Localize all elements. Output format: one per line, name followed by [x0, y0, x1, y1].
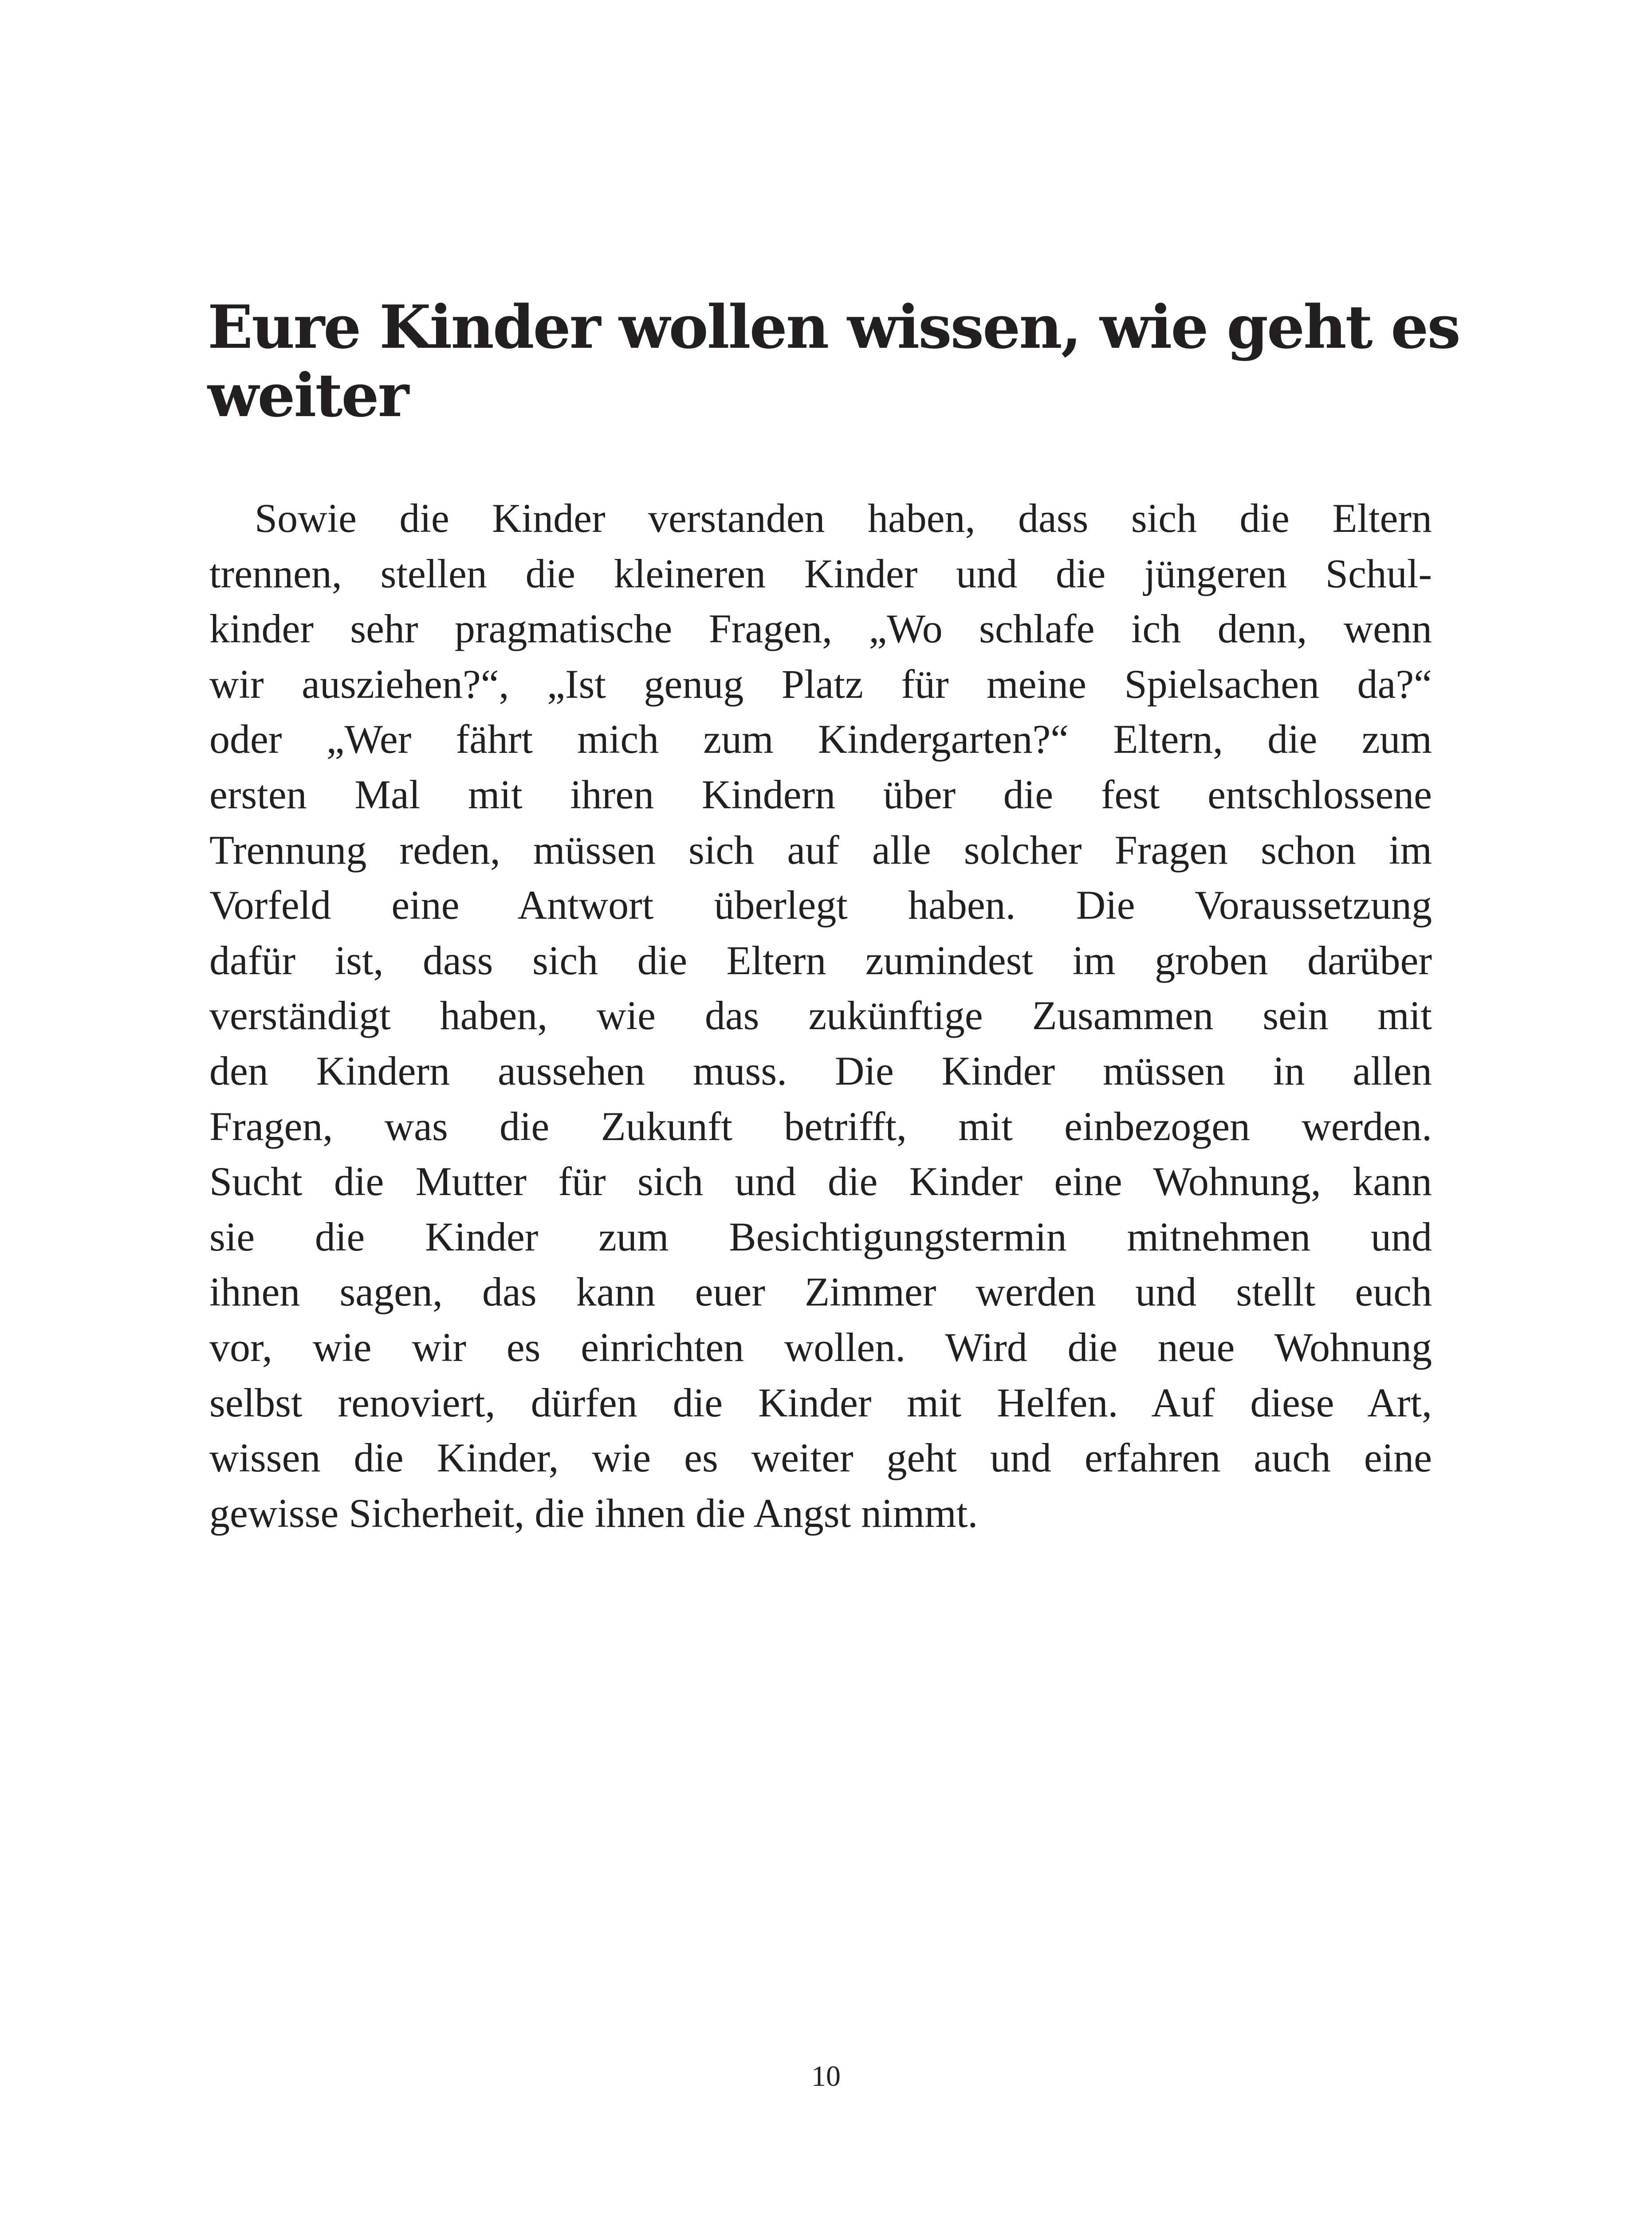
paragraph-line: oder „Wer fährt mich zum Kindergarten?“ Eltern, die zum — [209, 716, 1432, 762]
paragraph-line: ihnen sagen, das kann euer Zimmer werden und stellt euch — [209, 1269, 1432, 1315]
paragraph-line: ersten Mal mit ihren Kindern über die fest entschlossene — [209, 771, 1432, 817]
paragraph-line: verständigt haben, wie das zukünftige Zusammen sein mit — [209, 993, 1432, 1038]
paragraph-line: vor, wie wir es einrichten wollen. Wird die neue Wohnung — [209, 1324, 1432, 1370]
paragraph-line: wir ausziehen?“, „Ist genug Platz für meine Spielsachen da?“ — [209, 661, 1432, 707]
paragraph-line: wissen die Kinder, wie es weiter geht und erfahren auch eine — [209, 1435, 1432, 1481]
paragraph-line: Fragen, was die Zukunft betrifft, mit einbezogen werden. — [209, 1103, 1432, 1149]
paragraph-line: gewisse Sicherheit, die ihnen die Angst nimmt. — [209, 1490, 978, 1536]
paragraph-line: sie die Kinder zum Besichtigungstermin mitnehmen und — [209, 1214, 1432, 1259]
paragraph-line: dafür ist, dass sich die Eltern zumindest im groben darüber — [209, 937, 1432, 983]
paragraph-line: Sowie die Kinder verstanden haben, dass sich die Eltern — [255, 496, 1432, 541]
chapter-heading — [208, 292, 1459, 431]
heading-line: Eure Kinder wollen wissen, wie geht es — [208, 292, 1459, 362]
body-paragraph — [209, 491, 1432, 1541]
paragraph-line: Trennung reden, müssen sich auf alle solcher Fragen schon im — [209, 827, 1432, 873]
paragraph-line: den Kindern aussehen muss. Die Kinder müssen in allen — [209, 1048, 1432, 1093]
paragraph-line: Sucht die Mutter für sich und die Kinder eine Wohnung, kann — [209, 1159, 1432, 1204]
paragraph-line: kinder sehr pragmatische Fragen, „Wo schlafe ich denn, wenn — [209, 606, 1432, 652]
page-number: 10 — [811, 2060, 841, 2092]
paragraph-line: trennen, stellen die kleineren Kinder und die jüngeren Schul- — [209, 551, 1432, 596]
paragraph-line: selbst renoviert, dürfen die Kinder mit Helfen. Auf diese Art, — [209, 1380, 1432, 1425]
paragraph-line: Vorfeld eine Antwort überlegt haben. Die Voraussetzung — [209, 882, 1432, 928]
heading-line: weiter — [208, 360, 408, 431]
